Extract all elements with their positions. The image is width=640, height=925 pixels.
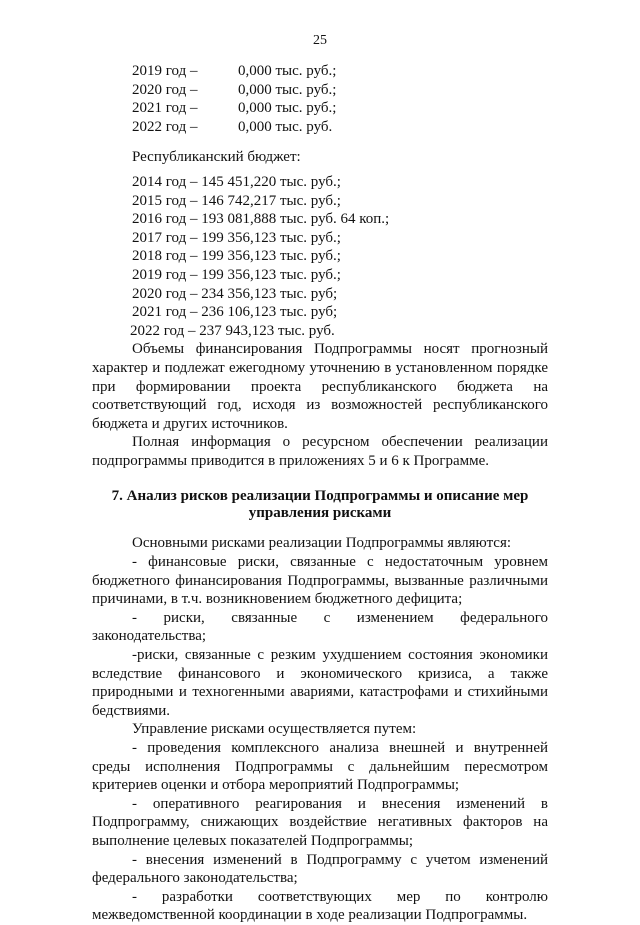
republic-budget-line: 2017 год – 199 356,123 тыс. руб.; [132, 229, 341, 246]
risk-item: -риски, связанные с резким ухудшением состояния экономики вследствие финансового и экономического кризиса, а также природными и техногенными авариями, катастрофами и стихийными бедствиями. [92, 647, 548, 719]
republic-budget-line: 2014 год – 145 451,220 тыс. руб.; [132, 173, 341, 190]
year-label: 2021 год – [132, 100, 198, 117]
year-label: 2019 год – [132, 63, 198, 79]
section-heading-line: управления рисками [248, 505, 392, 522]
budget-year-row [92, 62, 548, 81]
risk-item: - риски, связанные с изменением федерального законодательства; [92, 609, 548, 645]
management-item: - разработки соответствующих мер по контролю межведомственной координации в ходе реализации Подпрограммы. [92, 888, 548, 924]
management-item: - проведения комплексного анализа внешней и внутренней среды исполнения Подпрограммы с дальнейшим пересмотром критериев оценки и отбора мероприятий Подпрограммы; [92, 740, 548, 794]
year-amount: 0,000 тыс. руб. [238, 118, 333, 135]
management-item: - оперативного реагирования и внесения изменений в Подпрограмму, снижающих воздействие негативных факторов на выполнение целевых показателей Подпрограммы; [92, 795, 548, 849]
management-intro: Управление рисками осуществляется путем: [132, 721, 417, 738]
year-amount: 0,000 тыс. руб.; [238, 63, 337, 79]
republic-budget-line: 2022 год – 237 943,123 тыс. руб. [130, 322, 335, 339]
info-paragraph: Полная информация о ресурсном обеспечении реализации подпрограммы приводится в приложениях 5 и 6 к Программе. [92, 434, 548, 469]
republic-budget-list [92, 173, 548, 340]
republic-budget-line: 2021 год – 236 106,123 тыс. руб; [132, 304, 338, 321]
section-heading-line: 7. Анализ рисков реализации Подпрограммы и описание мер [111, 488, 529, 505]
budget-year-row [92, 99, 548, 118]
year-amount: 0,000 тыс. руб.; [238, 100, 337, 117]
republic-budget-line: 2016 год – 193 081,888 тыс. руб. 64 коп.; [132, 211, 390, 228]
republic-budget-line: 2015 год – 146 742,217 тыс. руб.; [132, 192, 341, 209]
republic-budget-line: 2020 год – 234 356,123 тыс. руб; [132, 285, 338, 302]
year-label: 2022 год – [132, 118, 198, 135]
page-number: 25 [313, 33, 327, 48]
republic-budget-line: 2019 год – 199 356,123 тыс. руб.; [132, 266, 341, 283]
year-amount: 0,000 тыс. руб.; [238, 81, 337, 98]
section-heading [92, 488, 548, 522]
republic-budget-title: Республиканский бюджет: [132, 149, 301, 166]
document-body [92, 62, 548, 925]
year-label: 2020 год – [132, 81, 198, 98]
risk-item: - финансовые риски, связанные с недостаточным уровнем бюджетного финансирования Подпрограммы, вызванные различными причинами, в т.ч. возникновением бюджетного дефицита; [92, 554, 548, 608]
republic-budget-line: 2018 год – 199 356,123 тыс. руб.; [132, 248, 341, 265]
budget-year-row [92, 81, 548, 100]
federal-budget-list [92, 62, 548, 136]
budget-year-row [92, 118, 548, 137]
management-item: - внесения изменений в Подпрограмму с учетом изменений федерального законодательства; [92, 851, 548, 887]
risks-intro: Основными рисками реализации Подпрограммы являются: [132, 535, 512, 552]
financing-paragraph: Объемы финансирования Подпрограммы носят прогнозный характер и подлежат ежегодному уточнению в установленном порядке при формировании проекта республиканского бюджета на соответствующий год, исходя из возможностей республиканского бюджета и других источников. [92, 341, 548, 432]
